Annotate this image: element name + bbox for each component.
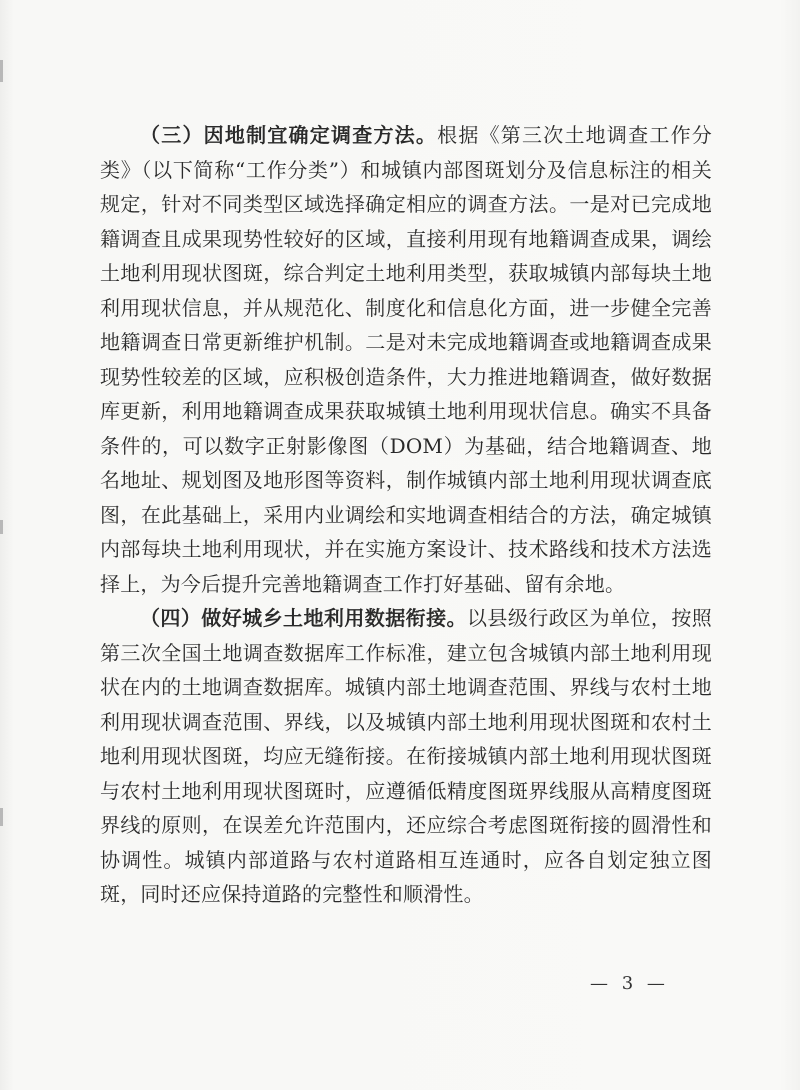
page-number: — 3 —: [590, 973, 669, 994]
paragraph-4: [100, 601, 712, 912]
scan-edge-mark: [0, 60, 3, 82]
section-heading-3: （三）因地制宜确定调查方法。: [140, 123, 438, 147]
paragraph-3: [100, 118, 712, 601]
paragraph-body: 根据《第三次土地调查工作分类》（以下简称“工作分类”）和城镇内部图斑划分及信息标注的相关规定，针对不同类型区域选择确定相应的调查方法。一是对已完成地籍调查且成果现势性较好的区域，直接利用现有地籍调查成果，调绘土地利用现状图斑，综合判定土地利用类型，获取城镇内部每块土地利用现状信息，并从规范化、制度化和信息化方面，进一步健全完善地籍调查日常更新维护机制。二是对未完成地籍调查或地籍调查成果现势性较差的区域，应积极创造条件，大力推进地籍调查，做好数据库更新，利用地籍调查成果获取城镇土地利用现状信息。确实不具备条件的，可以数字正射影像图（DOM）为基础，结合地籍调查、地名地址、规划图及地形图等资料，制作城镇内部土地利用现状调查底图，在此基础上，采用内业调绘和实地调查相结合的方法，确定城镇内部每块土地利用现状，并在实施方案设计、技术路线和技术方法选择上，为今后提升完善地籍调查工作打好基础、留有余地。: [100, 123, 712, 596]
scan-edge-mark: [0, 808, 3, 826]
scan-edge-mark: [0, 520, 3, 534]
body-text: [100, 118, 712, 912]
paragraph-body: 以县级行政区为单位，按照第三次全国土地调查数据库工作标准，建立包含城镇内部土地利用现状在内的土地调查数据库。城镇内部土地调查范围、界线与农村土地利用现状调查范围、界线，以及城镇内部土地利用现状图斑和农村土地利用现状图斑，均应无缝衔接。在衔接城镇内部土地利用现状图斑与农村土地利用现状图斑时，应遵循低精度图斑界线服从高精度图斑界线的原则，在误差允许范围内，还应综合考虑图斑衔接的圆滑性和协调性。城镇内部道路与农村道路相互连通时，应各自划定独立图斑，同时还应保持道路的完整性和顺滑性。: [100, 606, 713, 906]
section-heading-4: （四）做好城乡土地利用数据衔接。: [140, 606, 467, 630]
